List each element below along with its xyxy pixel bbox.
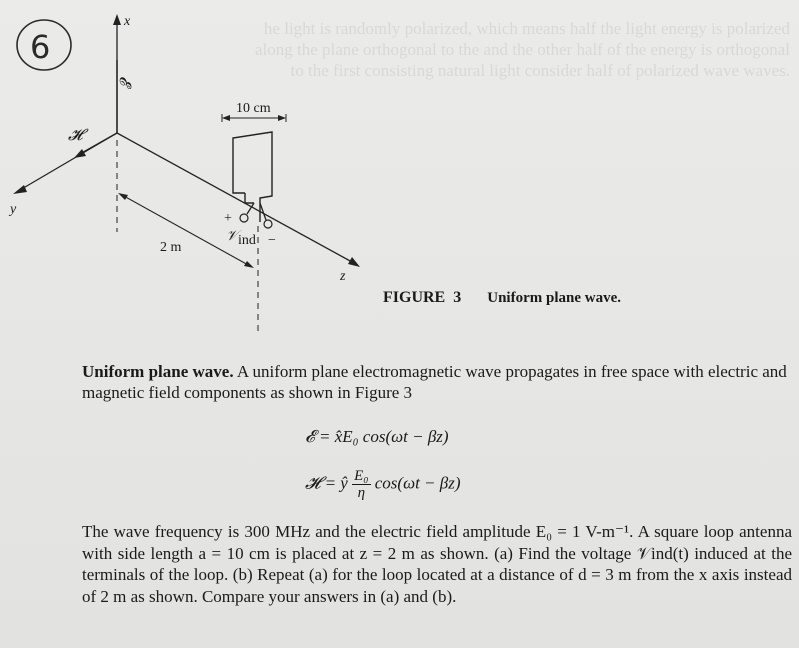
magnetic-field-equation (305, 468, 461, 501)
z-axis-arrow (348, 257, 360, 267)
y-axis-arrow (13, 185, 27, 194)
problem-body: The wave frequency is 300 MHz and the electric field amplitude E₀ = 1 V-m⁻¹. A square loop antenna with side length a = 10 cm is placed at z = 2 m as shown. (a) Find the voltage 𝒱ind(t) induced at the terminals of the loop. (b) Repeat (a) for the loop located at a distance of d = 3 m from the x axis instead of 2 m as shown. Compare your answers in (a) and (b). (82, 522, 792, 606)
caption-number: 3 (453, 289, 462, 306)
minus-sign: − (268, 233, 276, 248)
h-equation-lhs: 𝓗 = ŷ (305, 473, 348, 493)
electric-field-equation: 𝓔 = x̂E₀ cos(ωt − βz) (305, 427, 449, 446)
problem-title: Uniform plane wave. (82, 362, 234, 381)
side-arrow-left (222, 115, 230, 121)
distance-arrow-start (118, 193, 128, 200)
caption-label: FIGURE (383, 289, 446, 306)
h-field-arrow (74, 149, 86, 158)
figure-caption (383, 289, 621, 307)
h-equation-fraction (352, 468, 370, 501)
loop-antenna (233, 132, 272, 222)
x-axis-arrow (113, 14, 121, 25)
e-field-label: 𝓔 (116, 76, 133, 86)
problem-number: 6 (30, 28, 51, 66)
h-equation-rhs: cos(ωt − βz) (374, 473, 461, 493)
loop-lead (245, 193, 254, 203)
side-arrow-right (278, 115, 286, 121)
x-axis-label: x (124, 14, 131, 29)
y-axis-label: y (10, 202, 17, 217)
terminal-minus (264, 220, 272, 228)
voltage-subscript: ind (238, 233, 256, 248)
bleed-through-text: he light is randomly polarized, which means half the light energy is polarized along the plane orthogonal to the and the other half of the energy is orthogonal to the first consisting natural light consider half of polarized wave waves. (254, 19, 790, 80)
h-equation-denominator: η (357, 485, 366, 501)
problem-intro (82, 361, 790, 403)
z-axis-label: z (340, 269, 346, 284)
h-equation-numerator: E₀ (354, 468, 369, 484)
voltage-symbol: 𝒱 (226, 229, 238, 244)
problem-intro-text: A uniform plane electromagnetic wave propagates in free space with electric and magnetic field components as shown in Figure 3 (82, 362, 787, 402)
plus-sign: + (224, 211, 232, 226)
side-length-label: 10 cm (236, 101, 271, 116)
distance-label: 2 m (160, 240, 182, 255)
h-field-vector (80, 133, 117, 154)
terminal-plus (240, 214, 248, 222)
distance-arrow-end (244, 261, 254, 268)
caption-title: Uniform plane wave. (487, 290, 621, 306)
h-field-label: 𝓗 (68, 127, 83, 144)
